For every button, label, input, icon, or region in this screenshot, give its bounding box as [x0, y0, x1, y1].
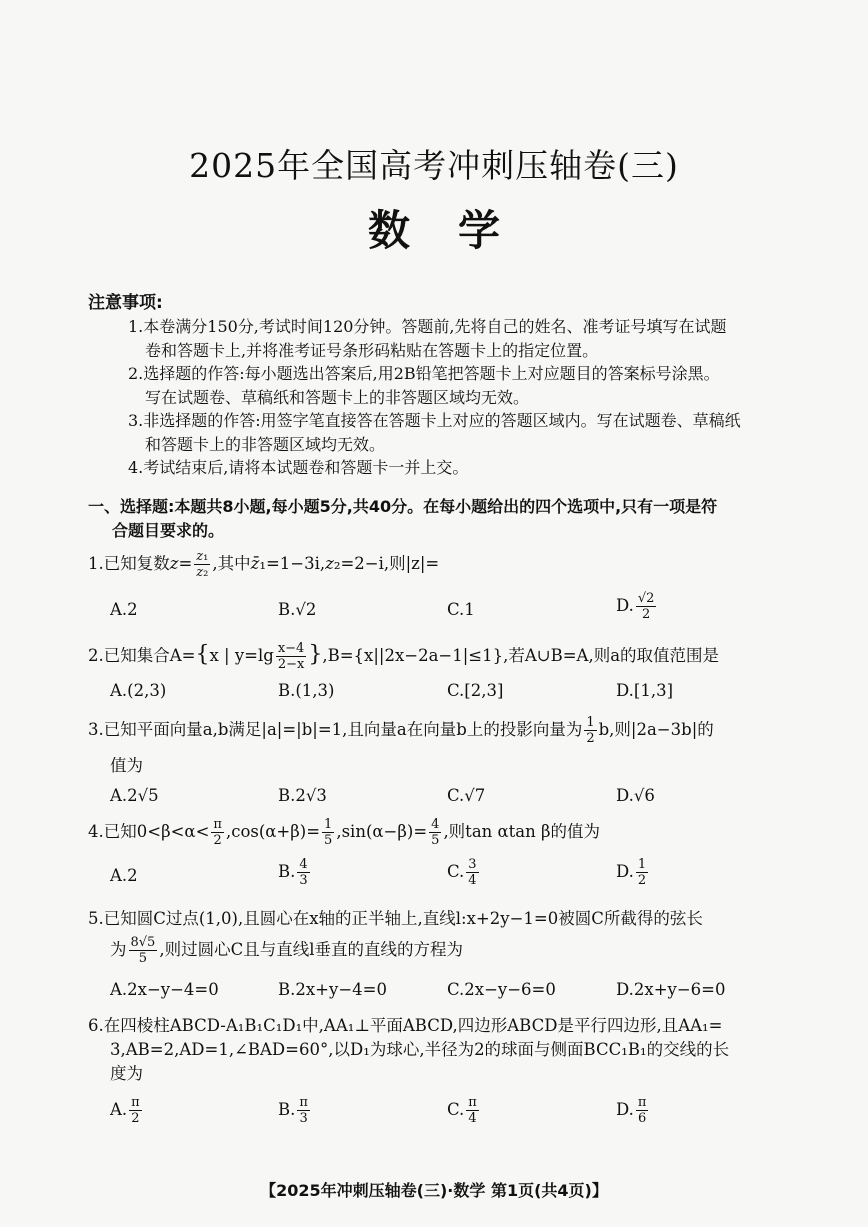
question-5-cont: 为 $\frac{8√5}{5}$ ,则过圆心C且与直线l垂直的直线的方程为 — [110, 935, 463, 966]
option-a: A.2x−y−4=0 — [110, 980, 219, 999]
option-c: C.2x−y−6=0 — [447, 980, 556, 999]
option-d: D.[1,3] — [616, 681, 674, 700]
option-b: B.(1,3) — [278, 681, 335, 700]
notice-line: 写在试题卷、草稿纸和答题卡上的非答题区域均无效。 — [145, 388, 530, 407]
notice-line: 卷和答题卡上,并将准考证号条形码粘贴在答题卡上的指定位置。 — [145, 341, 599, 360]
exam-title: 2025年全国高考冲刺压轴卷(三) — [189, 146, 679, 185]
option-d: D.√6 — [616, 786, 655, 805]
notice-line: 3.非选择题的作答:用签字笔直接答在答题卡上对应的答题区域内。写在试题卷、草稿纸 — [128, 411, 741, 430]
option-d: D. $\frac{√2}{2}$ — [616, 591, 655, 622]
question-2: 2.已知集合A={x | y=lg $\frac{x-4}{2-x}$ },B={x||2x−2a−1|≤1},若A∪B=A,则a的取值范围是 — [88, 641, 720, 672]
question-6-cont: 度为 — [110, 1064, 143, 1083]
notice-heading: 注意事项: — [88, 293, 163, 313]
option-c: C. $\frac{3}{4}$ — [447, 857, 477, 888]
option-b: B.2x+y−4=0 — [278, 980, 387, 999]
notice-line: 和答题卡上的非答题区域均无效。 — [145, 435, 386, 454]
option-d: D. $\frac{1}{2}$ — [616, 857, 647, 888]
option-c: C.1 — [447, 600, 475, 619]
question-3: 3.已知平面向量a,b满足|a|=|b|=1,且向量a在向量b上的投影向量为 $\frac{1}{2}$ b,则|2a−3b|的 — [88, 715, 714, 746]
option-b: B.2√3 — [278, 786, 327, 805]
section-heading-cont: 合题目要求的。 — [112, 521, 225, 540]
option-b: B. $\frac{\pi}{3}$ — [278, 1095, 308, 1126]
option-a: A.2 — [110, 600, 138, 619]
question-6: 6.在四棱柱ABCD-A₁B₁C₁D₁中,AA₁⊥平面ABCD,四边形ABCD是平行四边形,且AA₁= — [88, 1016, 723, 1035]
page-footer: 【2025年冲刺压轴卷(三)·数学 第1页(共4页)】 — [260, 1181, 608, 1200]
notice-line: 2.选择题的作答:每小题选出答案后,用2B铅笔把答题卡上对应题目的答案标号涂黑。 — [128, 364, 720, 383]
question-5: 5.已知圆C过点(1,0),且圆心在x轴的正半轴上,直线l:x+2y−1=0被圆C所截得的弦长 — [88, 909, 703, 928]
option-a: A.2 — [110, 866, 138, 885]
option-d: D. $\frac{\pi}{6}$ — [616, 1095, 647, 1126]
question-6-cont: 3,AB=2,AD=1,∠BAD=60°,以D₁为球心,半径为2的球面与侧面BCC₁B₁的交线的长 — [110, 1040, 730, 1059]
option-c: C.[2,3] — [447, 681, 504, 700]
question-1: 1.已知复数z= $\frac{\text{z₁}}{\text{z₂}}$ ,其中z̄₁=1−3i,z₂=2−i,则|z|= — [88, 549, 440, 580]
section-heading: 一、选择题:本题共8小题,每小题5分,共40分。在每小题给出的四个选项中,只有一项是符 — [88, 497, 718, 516]
notice-line: 4.考试结束后,请将本试题卷和答题卡一并上交。 — [128, 458, 469, 477]
question-3-cont: 值为 — [110, 756, 143, 775]
option-a: A.2√5 — [110, 786, 159, 805]
question-4: 4.已知0<β<α< $\frac{\pi}{2}$ ,cos(α+β)= $\frac{1}{5}$ ,sin(α−β)= $\frac{4}{5}$ ,则tan αtan β的值为 — [88, 817, 601, 848]
notice-line: 1.本卷满分150分,考试时间120分钟。答题前,先将自己的姓名、准考证号填写在试题 — [128, 317, 727, 336]
option-a: A. $\frac{\pi}{2}$ — [110, 1095, 140, 1126]
option-a: A.(2,3) — [110, 681, 167, 700]
option-d: D.2x+y−6=0 — [616, 980, 726, 999]
option-b: B.√2 — [278, 600, 317, 619]
option-b: B. $\frac{4}{3}$ — [278, 857, 308, 888]
option-c: C.√7 — [447, 786, 486, 805]
option-c: C. $\frac{\pi}{4}$ — [447, 1095, 477, 1126]
subject-title: 数学 — [367, 206, 548, 255]
